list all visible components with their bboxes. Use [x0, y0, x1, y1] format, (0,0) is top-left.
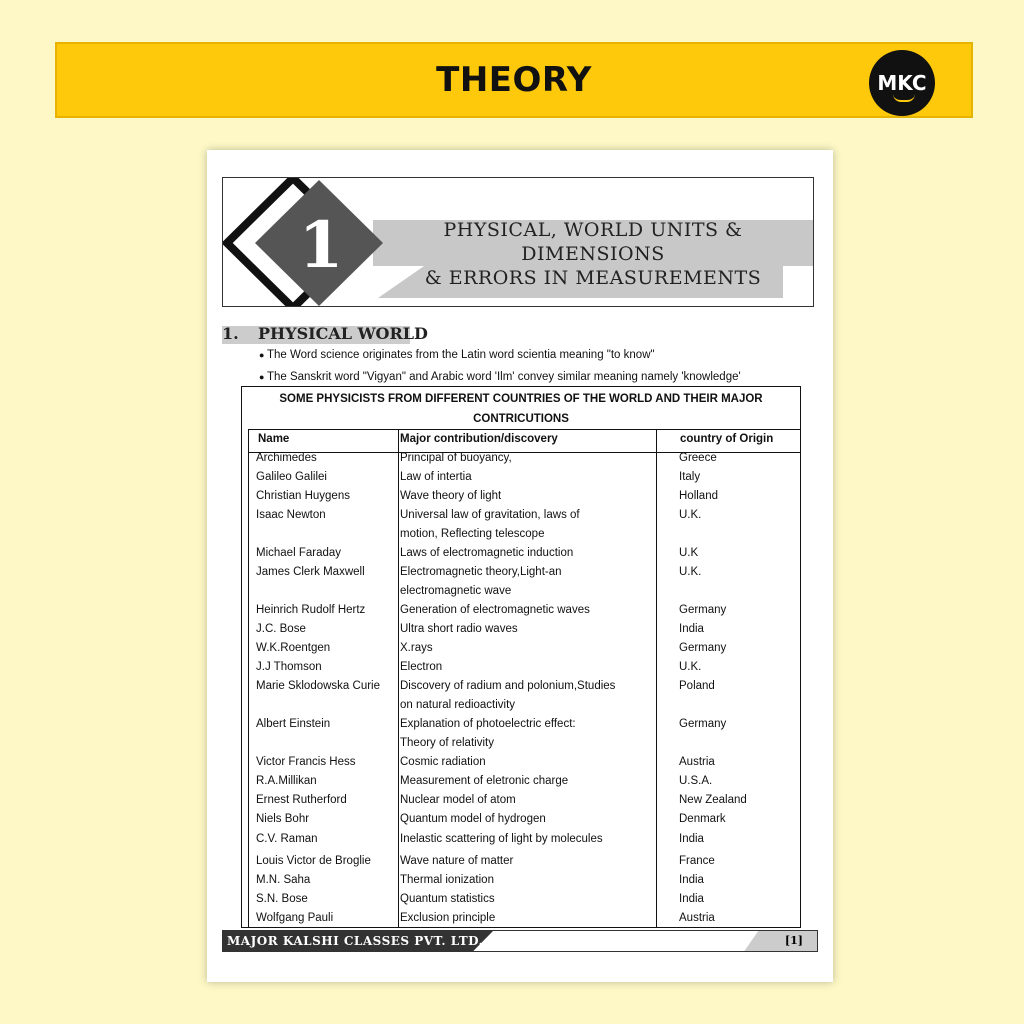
- cell-name: Albert Einstein: [256, 718, 331, 730]
- cell-contribution-cont: Theory of relativity: [400, 737, 494, 749]
- chapter-title-line2: & ERRORS IN MEASUREMENTS: [424, 267, 762, 289]
- column-divider: [656, 429, 657, 927]
- cell-country: U.K.: [679, 566, 702, 578]
- cell-contribution-cont: motion, Reflecting telescope: [400, 528, 545, 540]
- cell-contribution: Generation of electromagnetic waves: [400, 604, 590, 616]
- cell-contribution: Ultra short radio waves: [400, 623, 518, 635]
- cell-country: U.K.: [679, 509, 702, 521]
- cell-contribution: Wave nature of matter: [400, 855, 514, 867]
- header-name: Name: [258, 433, 290, 445]
- cell-contribution: Discovery of radium and polonium,Studies: [400, 680, 616, 692]
- cell-contribution: Wave theory of light: [400, 490, 502, 502]
- cell-name: Marie Sklodowska Curie: [256, 680, 380, 692]
- cell-contribution: Quantum model of hydrogen: [400, 813, 546, 825]
- table-caption-line1: SOME PHYSICISTS FROM DIFFERENT COUNTRIES OF THE WORLD AND THEIR MAJOR: [279, 393, 763, 405]
- cell-contribution-cont: on natural redioactivity: [400, 699, 516, 711]
- cell-contribution: Quantum statistics: [400, 893, 495, 905]
- cell-contribution: Electromagnetic theory,Light-an: [400, 566, 562, 578]
- section-number: 1.: [222, 324, 239, 343]
- section-title: PHYSICAL WORLD: [258, 324, 428, 343]
- cell-country: India: [679, 623, 704, 635]
- cell-country: U.K.: [679, 661, 702, 673]
- page-footer: [222, 930, 818, 952]
- bullet-item: ● The Word science originates from the Latin word scientia meaning "to know": [259, 349, 655, 361]
- cell-contribution: Nuclear model of atom: [400, 794, 516, 806]
- cell-country: Holland: [679, 490, 718, 502]
- cell-name: James Clerk Maxwell: [256, 566, 365, 578]
- header-country: country of Origin: [680, 433, 774, 445]
- cell-country: India: [679, 833, 704, 845]
- banner-title: THEORY: [436, 60, 592, 100]
- table-caption-line2: CONTRICUTIONS: [473, 413, 569, 425]
- cell-country: Austria: [679, 756, 715, 768]
- cell-country: Germany: [679, 718, 727, 730]
- footer-publisher: MAJOR KALSHI CLASSES PVT. LTD.: [227, 934, 484, 948]
- cell-name: Heinrich Rudolf Hertz: [256, 604, 366, 616]
- cell-name: M.N. Saha: [256, 874, 311, 886]
- physicists-table: [241, 386, 801, 928]
- cell-contribution: Electron: [400, 661, 443, 673]
- cell-country: India: [679, 874, 704, 886]
- cell-country: Germany: [679, 642, 727, 654]
- cell-country: Italy: [679, 471, 701, 483]
- cell-name: Christian Huygens: [256, 490, 350, 502]
- cell-contribution: Explanation of photoelectric effect:: [400, 718, 576, 730]
- cell-name: S.N. Bose: [256, 893, 308, 905]
- footer-page-number: [1]: [784, 934, 803, 947]
- cell-contribution: Inelastic scattering of light by molecules: [400, 833, 603, 845]
- cell-country: U.K: [679, 547, 699, 559]
- cell-contribution: Measurement of eletronic charge: [400, 775, 569, 787]
- cell-contribution: Cosmic radiation: [400, 756, 486, 768]
- cell-name: Michael Faraday: [256, 547, 342, 559]
- chapter-title: [373, 218, 813, 290]
- cell-contribution: Universal law of gravitation, laws of: [400, 509, 580, 521]
- cell-name: Victor Francis Hess: [256, 756, 356, 768]
- logo-text: MKC: [877, 71, 927, 95]
- cell-contribution-cont: electromagnetic wave: [400, 585, 512, 597]
- cell-name: Ernest Rutherford: [256, 794, 347, 806]
- logo-smile-icon: [893, 94, 915, 102]
- cell-name: C.V. Raman: [256, 833, 318, 845]
- cell-contribution: Exclusion principle: [400, 912, 496, 924]
- cell-country: Poland: [679, 680, 715, 692]
- cell-name: J.C. Bose: [256, 623, 306, 635]
- cell-country: India: [679, 893, 704, 905]
- header-banner: [55, 42, 973, 118]
- chapter-number: 1: [298, 208, 344, 283]
- cell-name: J.J Thomson: [256, 661, 322, 673]
- section-heading: [222, 324, 428, 343]
- cell-name: Galileo Galilei: [256, 471, 327, 483]
- cell-country: Greece: [679, 452, 717, 464]
- cell-name: W.K.Roentgen: [256, 642, 331, 654]
- header-contribution: Major contribution/discovery: [400, 433, 558, 445]
- cell-name: Wolfgang Pauli: [256, 912, 334, 924]
- table-caption: [242, 389, 800, 429]
- cell-contribution: Thermal ionization: [400, 874, 494, 886]
- cell-country: Denmark: [679, 813, 726, 825]
- cell-country: U.S.A.: [679, 775, 713, 787]
- chapter-title-line1: PHYSICAL, WORLD UNITS & DIMENSIONS: [443, 219, 743, 265]
- cell-name: Isaac Newton: [256, 509, 326, 521]
- cell-contribution: X.rays: [400, 642, 433, 654]
- cell-contribution: Laws of electromagnetic induction: [400, 547, 574, 559]
- document-page: [207, 150, 833, 982]
- cell-country: Austria: [679, 912, 715, 924]
- footer-page-band: [743, 931, 818, 952]
- cell-country: Germany: [679, 604, 727, 616]
- cell-name: R.A.Millikan: [256, 775, 317, 787]
- column-divider: [248, 429, 249, 927]
- cell-country: France: [679, 855, 715, 867]
- cell-name: Louis Victor de Broglie: [256, 855, 371, 867]
- chapter-header: [222, 177, 814, 307]
- bullet-item: ● The Sanskrit word "Vigyan" and Arabic word 'Ilm' convey similar meaning namely 'knowledge': [259, 371, 741, 383]
- mkc-logo: [869, 50, 935, 116]
- cell-name: Niels Bohr: [256, 813, 310, 825]
- cell-country: New Zealand: [679, 794, 747, 806]
- cell-name: Archimedes: [256, 452, 317, 464]
- cell-contribution: Law of intertia: [400, 471, 472, 483]
- cell-contribution: Principal of buoyancy,: [400, 452, 512, 464]
